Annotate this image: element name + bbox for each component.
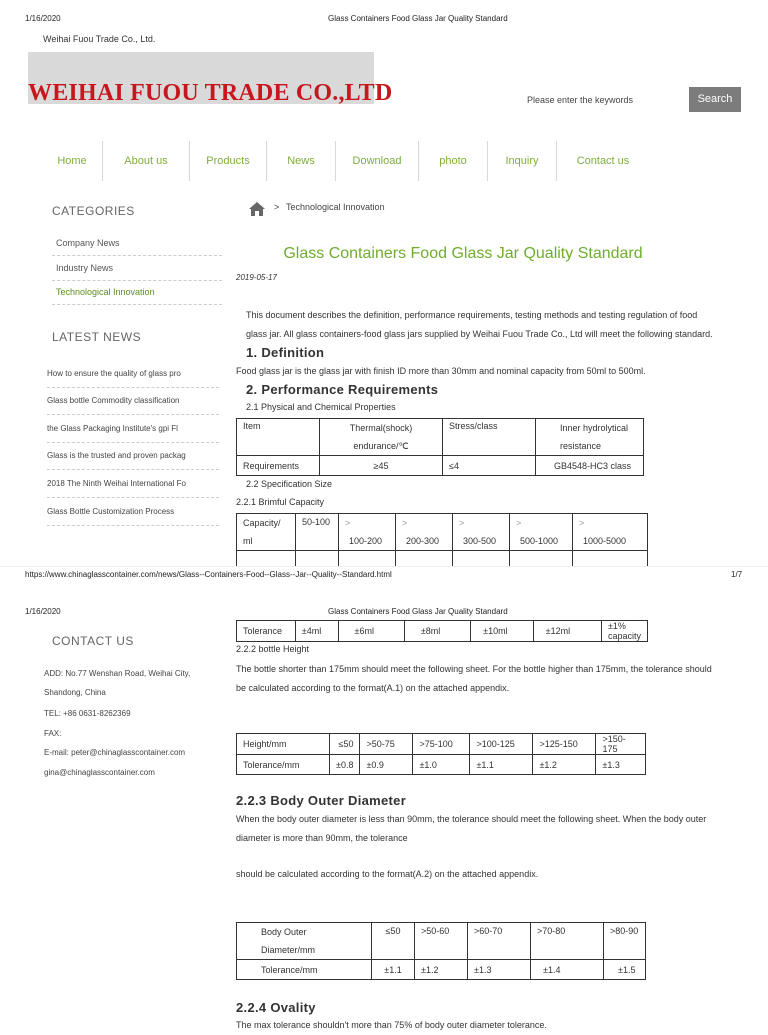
table-cell: ≥45: [320, 456, 443, 476]
table-header-text: 1000-5000: [583, 536, 627, 546]
main-nav: [42, 140, 712, 182]
breadcrumb-separator: >: [274, 202, 280, 212]
article-date: 2019-05-17: [236, 273, 277, 282]
table-header-text: Body Outer: [261, 927, 307, 937]
table-cell: ±6ml: [338, 621, 404, 642]
table-cell: ±0.8: [330, 755, 360, 775]
table-header-cell: Height/mm: [237, 734, 330, 755]
gt-glyph: >: [459, 518, 465, 528]
height-para-1: The bottle shorter than 175mm should meet the following sheet. For the bottle higher than 175mm, the tolerance should: [236, 664, 712, 674]
table-cell: ±1.1: [470, 755, 533, 775]
ovality-para: The max tolerance shouldn't more than 75% of body outer diameter tolerance.: [236, 1020, 547, 1030]
table-cell: ≤4: [443, 456, 536, 476]
nav-contact-us[interactable]: Contact us: [576, 155, 630, 167]
table-header-cell: [339, 514, 396, 551]
table-header-text: 500-1000: [520, 536, 559, 546]
table-cell: ±0.9: [360, 755, 413, 775]
height-para-2: be calculated according to the format(A.1) on the attached appendix.: [236, 683, 510, 693]
table-header-text: endurance/℃: [353, 441, 409, 451]
table-header-cell: Stress/class: [443, 419, 536, 456]
table-header-text: ml: [243, 536, 253, 546]
news-item[interactable]: How to ensure the quality of glass pro: [47, 360, 219, 388]
diameter-para-2: diameter is more than 90mm, the tolerance: [236, 833, 408, 843]
table-header-cell: >100-125: [470, 734, 533, 755]
table-cell: ±1.0: [413, 755, 470, 775]
print-date: 1/16/2020: [25, 607, 61, 616]
table-header-cell: >80-90: [604, 923, 646, 960]
contact-email[interactable]: E-mail: peter@chinaglasscontainer.com: [44, 748, 186, 757]
table-cell: ±1.3: [596, 755, 646, 775]
news-item[interactable]: 2018 The Ninth Weihai International Fo: [47, 470, 219, 498]
table-cell: ±1.5: [604, 960, 646, 980]
nav-inquiry[interactable]: Inquiry: [505, 155, 539, 167]
print-date: 1/16/2020: [25, 14, 61, 23]
table-header-cell: >75-100: [413, 734, 470, 755]
table-header-text: Thermal(shock): [349, 423, 413, 433]
search-input[interactable]: Please enter the keywords: [527, 95, 634, 105]
table-cell: ±1.2: [533, 755, 596, 775]
home-icon[interactable]: [248, 201, 266, 217]
table-header-cell: >50-75: [360, 734, 413, 755]
print-title: Glass Containers Food Glass Jar Quality Standard: [328, 14, 508, 23]
table-header-cell: [320, 419, 443, 456]
nav-home[interactable]: Home: [57, 155, 87, 167]
intro-line-2: glass jar. All glass containers-food glass jars supplied by Weihai Fuou Trade Co., Ltd will meet the following standard.: [246, 329, 713, 339]
print-url: https://www.chinaglasscontainer.com/news/Glass--Containers-Food--Glass--Jar--Quality--Standard.html: [25, 570, 392, 579]
nav-news[interactable]: News: [287, 155, 315, 167]
table-cell: ±1.4: [531, 960, 604, 980]
table-cell: ±1.2: [415, 960, 468, 980]
table-header-cell: [237, 923, 372, 960]
table-header-cell: [510, 514, 573, 551]
table-brimful-capacity: [236, 513, 648, 571]
table-bottle-height: [236, 733, 646, 775]
table-header-cell: ≤50: [330, 734, 360, 755]
table-cell: ±1.3: [468, 960, 531, 980]
table-cell: ±12ml: [533, 621, 601, 642]
table-header-cell: 50-100: [296, 514, 339, 551]
diameter-para-3: should be calculated according to the format(A.2) on the attached appendix.: [236, 869, 539, 879]
gt-glyph: >: [345, 518, 351, 528]
heading-2-2-1: 2.2.1 Brimful Capacity: [236, 497, 325, 507]
heading-2-2-3: 2.2.3 Body Outer Diameter: [236, 793, 407, 808]
search-button[interactable]: Search: [689, 87, 741, 112]
table-header-cell: Item: [237, 419, 320, 456]
table-header-cell: [573, 514, 648, 551]
table-body-outer-diameter: [236, 922, 646, 980]
category-item-active[interactable]: Technological Innovation: [52, 280, 222, 305]
nav-products[interactable]: Products: [206, 155, 250, 167]
contact-email-2[interactable]: gina@chinaglasscontainer.com: [44, 768, 155, 777]
table-cell: Tolerance/mm: [237, 755, 330, 775]
gt-glyph: >: [579, 518, 585, 528]
table-header-cell: [237, 514, 296, 551]
table-header-cell: >70-80: [531, 923, 604, 960]
contact-heading: CONTACT US: [52, 634, 134, 648]
table-header-cell: ≤50: [372, 923, 415, 960]
table-header-cell: [536, 419, 644, 456]
table-header-text: Diameter/mm: [261, 945, 316, 955]
heading-2-2-2: 2.2.2 bottle Height: [236, 644, 310, 654]
heading-definition: 1. Definition: [246, 345, 325, 360]
nav-about-us[interactable]: About us: [124, 155, 168, 167]
table-header-cell: [453, 514, 510, 551]
print-page-number: 1/7: [731, 570, 743, 579]
heading-2-1: 2.1 Physical and Chemical Properties: [246, 402, 396, 412]
gt-glyph: >: [402, 518, 408, 528]
category-item[interactable]: Company News: [52, 231, 222, 256]
print-title: Glass Containers Food Glass Jar Quality Standard: [328, 607, 508, 616]
table-physical-properties: [236, 418, 644, 476]
site-logo[interactable]: WEIHAI FUOU TRADE CO.,LTD: [28, 80, 393, 106]
table-cell: ±4ml: [295, 621, 338, 642]
table-cell: GB4548-HC3 class: [536, 456, 644, 476]
categories-heading: CATEGORIES: [52, 204, 135, 218]
definition-text: Food glass jar is the glass jar with finish ID more than 30mm and nominal capacity from 50ml to 500ml.: [236, 366, 646, 376]
heading-performance: 2. Performance Requirements: [246, 382, 439, 397]
heading-2-2-4: 2.2.4 Ovality: [236, 1000, 316, 1015]
nav-download[interactable]: Download: [352, 155, 402, 167]
table-header-cell: >50-60: [415, 923, 468, 960]
contact-fax: FAX:: [44, 729, 62, 738]
table-header-text: 200-300: [406, 536, 440, 546]
contact-address: ADD: No.77 Wenshan Road, Weihai City,: [44, 669, 191, 678]
site-tagline: Weihai Fuou Trade Co., Ltd.: [43, 34, 156, 44]
heading-2-2: 2.2 Specification Size: [246, 479, 333, 489]
latest-news-heading: LATEST NEWS: [52, 330, 142, 344]
intro-line-1: This document describes the definition, performance requirements, testing methods and testing regulation of food: [246, 310, 698, 320]
table-header-text: 100-200: [349, 536, 383, 546]
category-item[interactable]: Industry News: [52, 256, 222, 281]
nav-photo[interactable]: photo: [439, 155, 467, 167]
table-header-cell: >125-150: [533, 734, 596, 755]
table-brimful-capacity-cont: [236, 620, 648, 642]
table-header-text: 300-500: [463, 536, 497, 546]
table-cell: Requirements: [237, 456, 320, 476]
table-cell: Tolerance: [237, 621, 296, 642]
table-cell: ±8ml: [404, 621, 470, 642]
diameter-para-1: When the body outer diameter is less than 90mm, the tolerance should meet the following sheet. When the body outer: [236, 814, 707, 824]
table-header-text: Capacity/: [243, 518, 281, 528]
table-cell: ±1% capacity: [601, 621, 647, 642]
contact-address-2: Shandong, China: [44, 688, 106, 697]
table-header-text: Inner hydrolytical: [560, 423, 629, 433]
contact-tel: TEL: +86 0631-8262369: [44, 709, 131, 718]
breadcrumb-current[interactable]: Technological Innovation: [286, 202, 385, 212]
table-header-text: resistance: [560, 441, 602, 451]
gt-glyph: >: [516, 518, 522, 528]
table-header-cell: >150-175: [596, 734, 646, 755]
table-cell: Tolerance/mm: [237, 960, 372, 980]
table-cell: ±1.1: [372, 960, 415, 980]
table-cell: ±10ml: [471, 621, 533, 642]
table-header-cell: >60-70: [468, 923, 531, 960]
article-title: Glass Containers Food Glass Jar Quality Standard: [283, 245, 643, 262]
news-item[interactable]: Glass is the trusted and proven packag: [47, 442, 219, 470]
news-item[interactable]: Glass Bottle Customization Process: [47, 498, 219, 526]
table-header-cell: [396, 514, 453, 551]
news-item[interactable]: Glass bottle Commodity classification: [47, 387, 219, 415]
news-item[interactable]: the Glass Packaging Institute's gpi Fl: [47, 415, 219, 443]
